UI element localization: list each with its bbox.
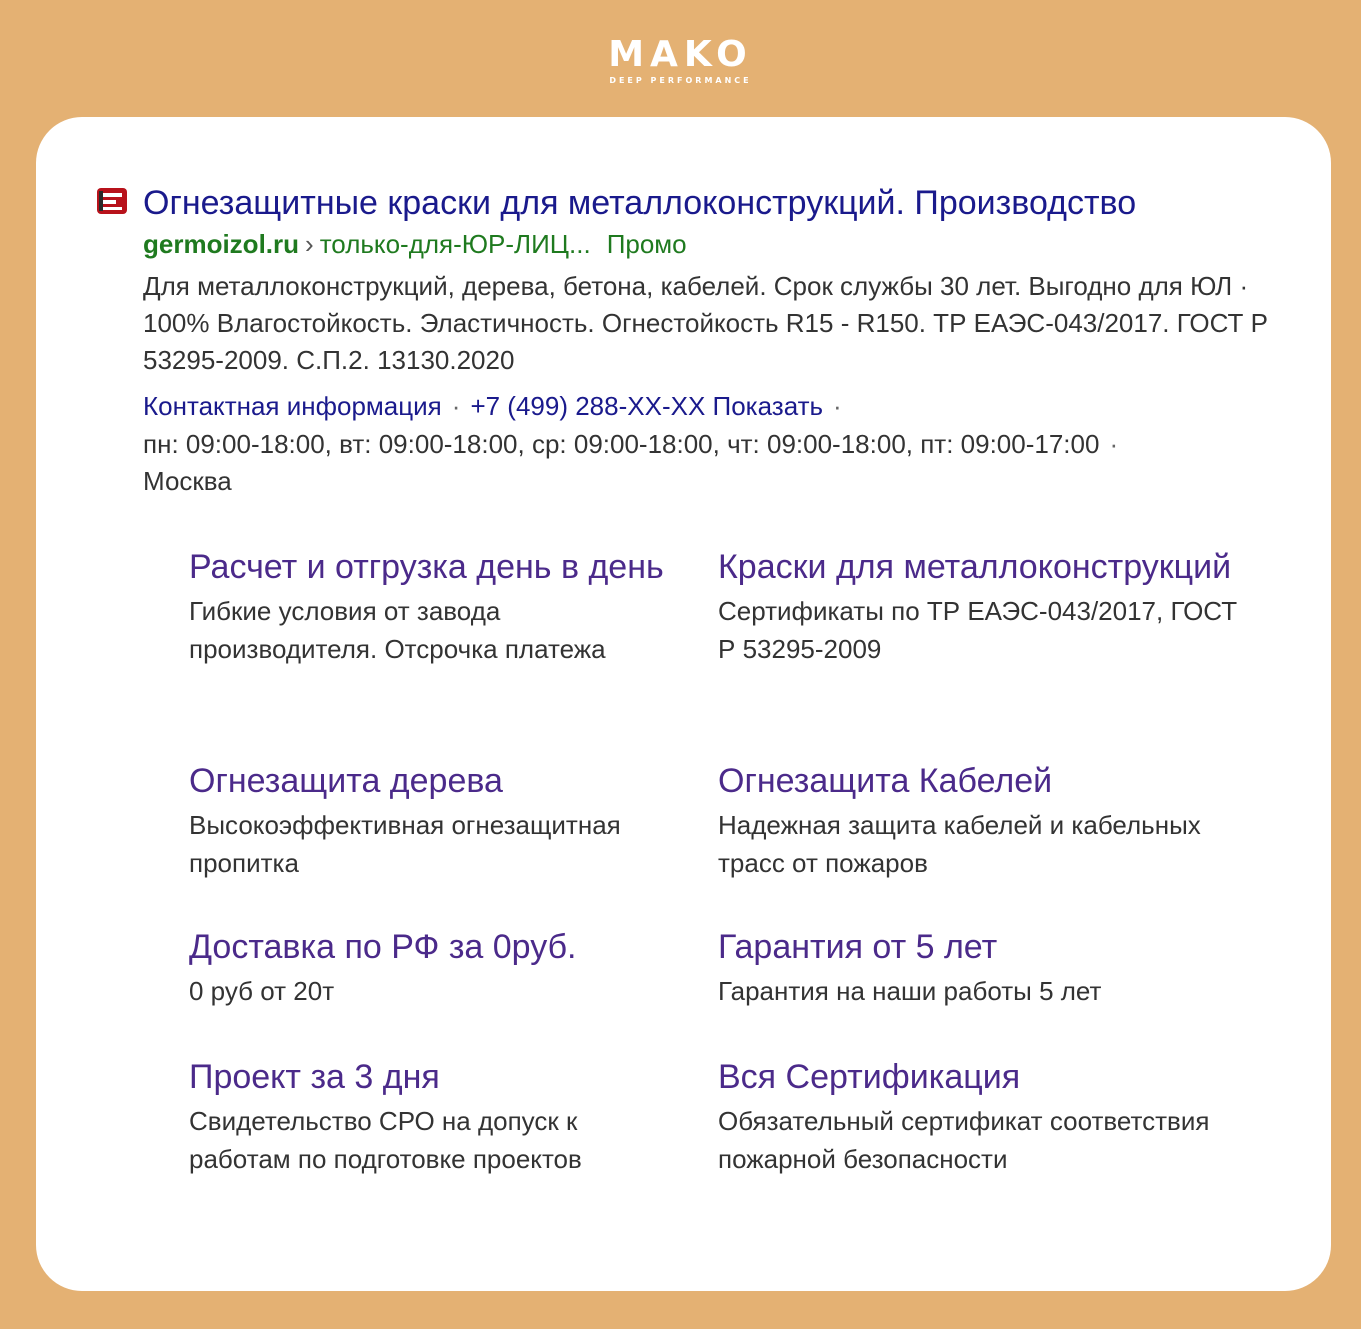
dot-separator: · [833,391,842,421]
promo-label[interactable]: Промо [606,229,687,259]
brand-name: MAKO [608,34,753,75]
sitelink-desc: Свидетельство СРО на допуск к работам по подготовке проектов [189,1106,582,1174]
sitelink[interactable] [718,543,1238,668]
sitelink-desc: Гарантия на наши работы 5 лет [718,976,1102,1006]
sitelink[interactable] [189,923,679,1010]
brand-tagline: DEEP PERFORMANCE [609,76,752,85]
sitelink-desc: Высокоэффективная огнезащитная пропитка [189,810,621,878]
ad-path[interactable]: только-для-ЮР-ЛИЦ... [319,229,591,259]
ad-url[interactable] [143,228,687,260]
sitelink-title[interactable]: Доставка по РФ за 0руб. [189,928,577,966]
sitelink-title[interactable]: Огнезащита Кабелей [718,762,1053,800]
breadcrumb-separator: › [305,229,314,259]
working-hours: пн: 09:00-18:00, вт: 09:00-18:00, ср: 09:00-18:00, чт: 09:00-18:00, пт: 09:00-17:00 [143,429,1100,459]
phone-link[interactable]: +7 (499) 288-XX-XX Показать [470,391,824,421]
ad-description: Для металлоконструкций, дерева, бетона, кабелей. Срок службы 30 лет. Выгодно для ЮЛ · 100% Влагостойкость. Эластичность. Огнестойкость R15 - R150. ТР ЕАЭС-043/2017. ГОСТ Р 53295-2009. С.П.2. 13130.2020 [143,271,1268,375]
brand-logo [0,36,1361,86]
sitelink-title[interactable]: Вся Сертификация [718,1058,1021,1096]
ad-contacts [143,389,852,423]
dot-separator: · [451,391,461,421]
dot-separator: · [1109,429,1119,459]
sitelink-title[interactable]: Проект за 3 дня [189,1058,440,1096]
sitelink-desc: 0 руб от 20т [189,976,335,1006]
sitelink[interactable] [189,543,679,668]
sitelink-title[interactable]: Огнезащита дерева [189,762,503,800]
sitelink-title[interactable]: Гарантия от 5 лет [718,928,998,966]
city-label: Москва [143,466,232,496]
sitelink[interactable] [718,1053,1238,1178]
contact-info-link[interactable]: Контактная информация [143,391,442,421]
ad-hours [143,426,1273,500]
ad-domain[interactable]: germoizol.ru [143,229,300,259]
ad-title-link[interactable]: Огнезащитные краски для металлоконструкций. Производство [143,184,1137,222]
sitelink-desc: Сертификаты по ТР ЕАЭС-043/2017, ГОСТ Р 53295-2009 [718,596,1238,664]
sitelink[interactable] [189,757,679,882]
sitelink-desc: Надежная защита кабелей и кабельных трасс от пожаров [718,810,1201,878]
sitelink-title[interactable]: Краски для металлоконструкций [718,548,1232,586]
sitelink-title[interactable]: Расчет и отгрузка день в день [189,548,664,586]
sitelink-desc: Обязательный сертификат соответствия пожарной безопасности [718,1106,1210,1174]
sitelink[interactable] [718,757,1238,882]
sitelink[interactable] [189,1053,679,1178]
germoizol-favicon-icon [96,185,128,217]
sitelink[interactable] [718,923,1238,1010]
sitelink-desc: Гибкие условия от завода производителя. Отсрочка платежа [189,596,606,664]
